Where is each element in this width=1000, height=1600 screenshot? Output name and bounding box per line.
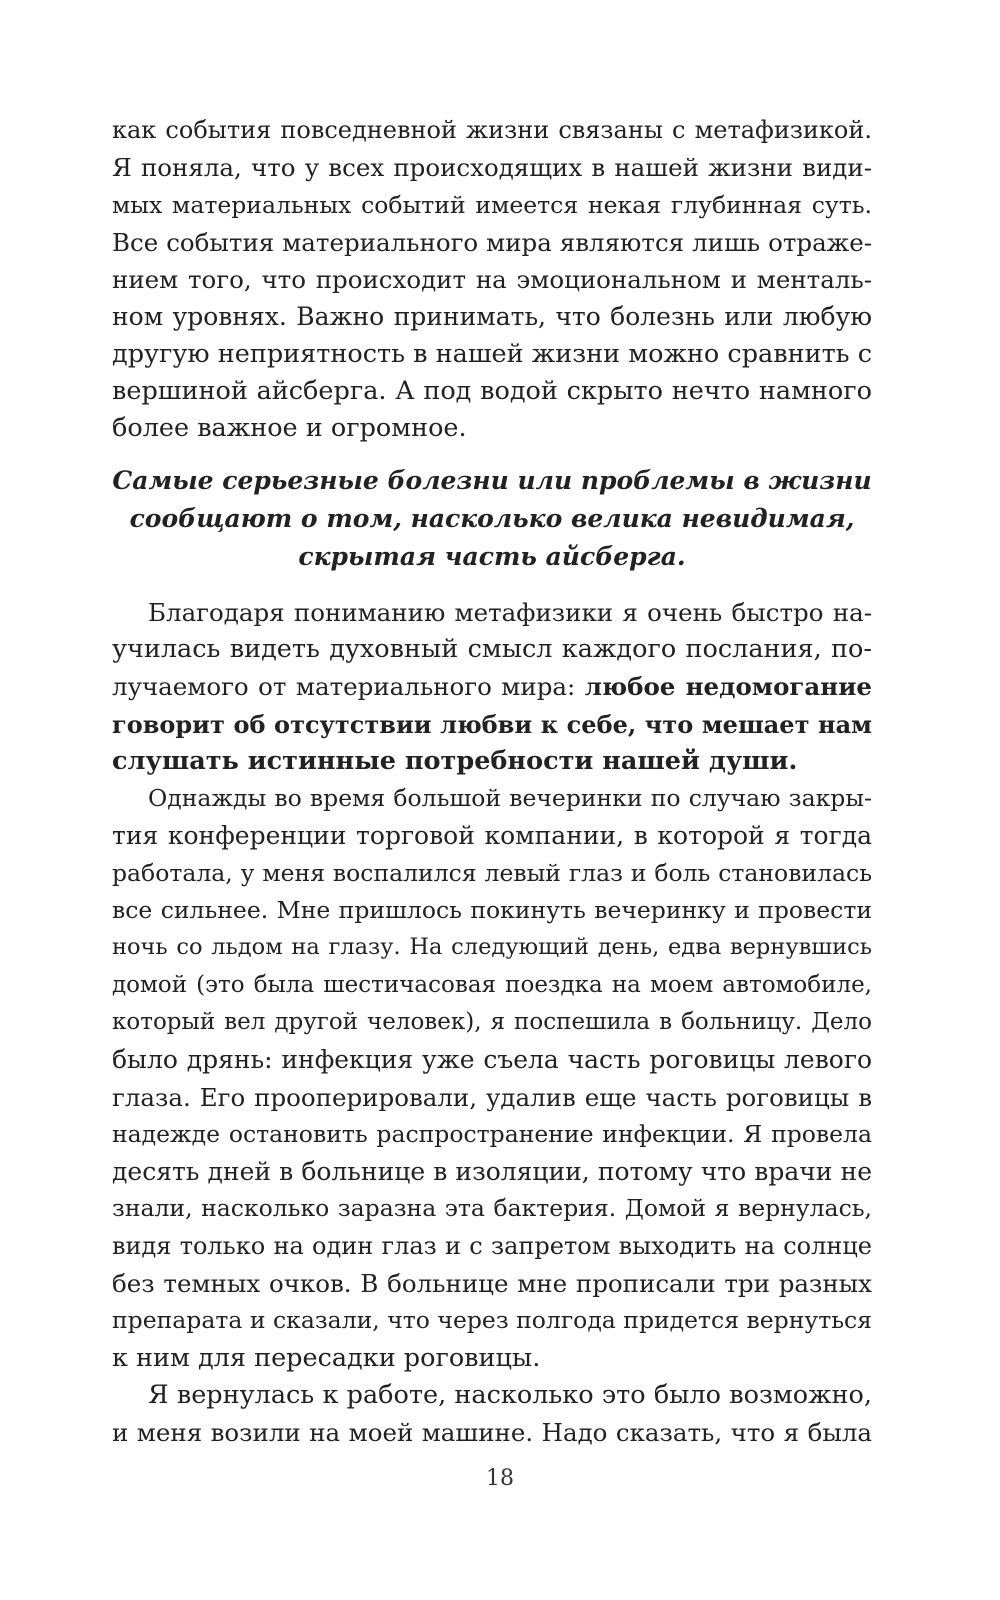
text-line [112, 668, 872, 705]
highlighted-quote [112, 462, 872, 576]
text-line: работала, у меня воспалился левый глаз и боль становилась [112, 858, 872, 887]
text-line: десять дней в больнице в изоляции, потому что врачи не [112, 1157, 872, 1187]
text-line: домой (это была шестичасовая поездка на моем автомобиле, [112, 971, 872, 998]
text-line: ном уровнях. Важно принимать, что болезнь или любую [112, 302, 872, 332]
paragraph-3 [112, 780, 872, 1377]
text-line: Я поняла, что у всех происходящих в нашей жизни види- [112, 153, 872, 183]
text-line: все сильнее. Мне пришлось покинуть вечеринку и провести [112, 896, 872, 925]
text-line: препарата и сказали, что через полгода придется вернуться [112, 1306, 872, 1335]
text-line: Я вернулась к работе, насколько это было возможно, [148, 1379, 872, 1410]
text-line: Все события материального мира являются лишь отраже- [112, 227, 872, 257]
text-line: училась видеть духовный смысл каждого послания, по- [112, 633, 872, 664]
text-line: который вел другой человек), я поспешила в больницу. Дело [112, 1008, 872, 1035]
text-line: вершиной айсберга. А под водой скрыто нечто намного [112, 376, 872, 407]
text-line: знали, насколько заразна эта бактерия. Домой я вернулась, [112, 1194, 872, 1223]
text-line: тия конференции торговой компании, в которой я тогда [112, 821, 872, 851]
bold-text-line: говорит об отсутствии любви к себе, что мешает нам [112, 709, 872, 739]
text-line: Однажды во время большой вечеринки по случаю закры- [148, 784, 872, 813]
text-line: без темных очков. В больнице мне прописали три разных [112, 1269, 872, 1299]
text-line: мых материальных событий имеется некая глубинная суть. [112, 190, 872, 219]
text-line: как события повседневной жизни связаны с метафизикой. [112, 116, 872, 144]
text-line: другую неприятность в нашей жизни можно сравнить с [112, 338, 872, 369]
text-line: к ним для пересадки роговицы. [112, 1342, 541, 1373]
text-line: было дрянь: инфекция уже съела часть роговицы левого [112, 1045, 872, 1075]
text-line: более важное и огромное. [112, 413, 467, 444]
text-line: надежде остановить распространение инфекции. Я провела [112, 1119, 872, 1148]
quote-line: Самые серьезные болезни или проблемы в жизни [112, 465, 872, 495]
page-number: 18 [486, 1466, 514, 1491]
text-line: Благодаря пониманию метафизики я очень быстро на- [148, 597, 872, 627]
paragraph-4 [112, 1377, 872, 1452]
page-content [112, 112, 872, 1452]
bold-text-span: любое недомогание [584, 672, 872, 702]
paragraph-1 [112, 112, 872, 448]
quote-line: сообщают о том, насколько велика невидимая, [129, 503, 855, 533]
text-line: глаза. Его прооперировали, удалив еще часть роговицы в [112, 1082, 872, 1112]
text-line: видя только на один глаз и с запретом выходить на солнце [112, 1231, 872, 1260]
quote-line: скрытая часть айсберга. [298, 541, 686, 571]
bold-text-line: слушать истинные потребности нашей души. [112, 745, 798, 776]
paragraph-2 [112, 594, 872, 780]
text-line: нием того, что происходит на эмоциональном и менталь- [112, 265, 872, 295]
text-line: и меня возили на моей машине. Надо сказать, что я была [112, 1418, 872, 1448]
text-line: ночь со льдом на глазу. На следующий день, едва вернувшись [112, 934, 872, 961]
text-span: лучаемого от материального мира: [112, 672, 585, 702]
